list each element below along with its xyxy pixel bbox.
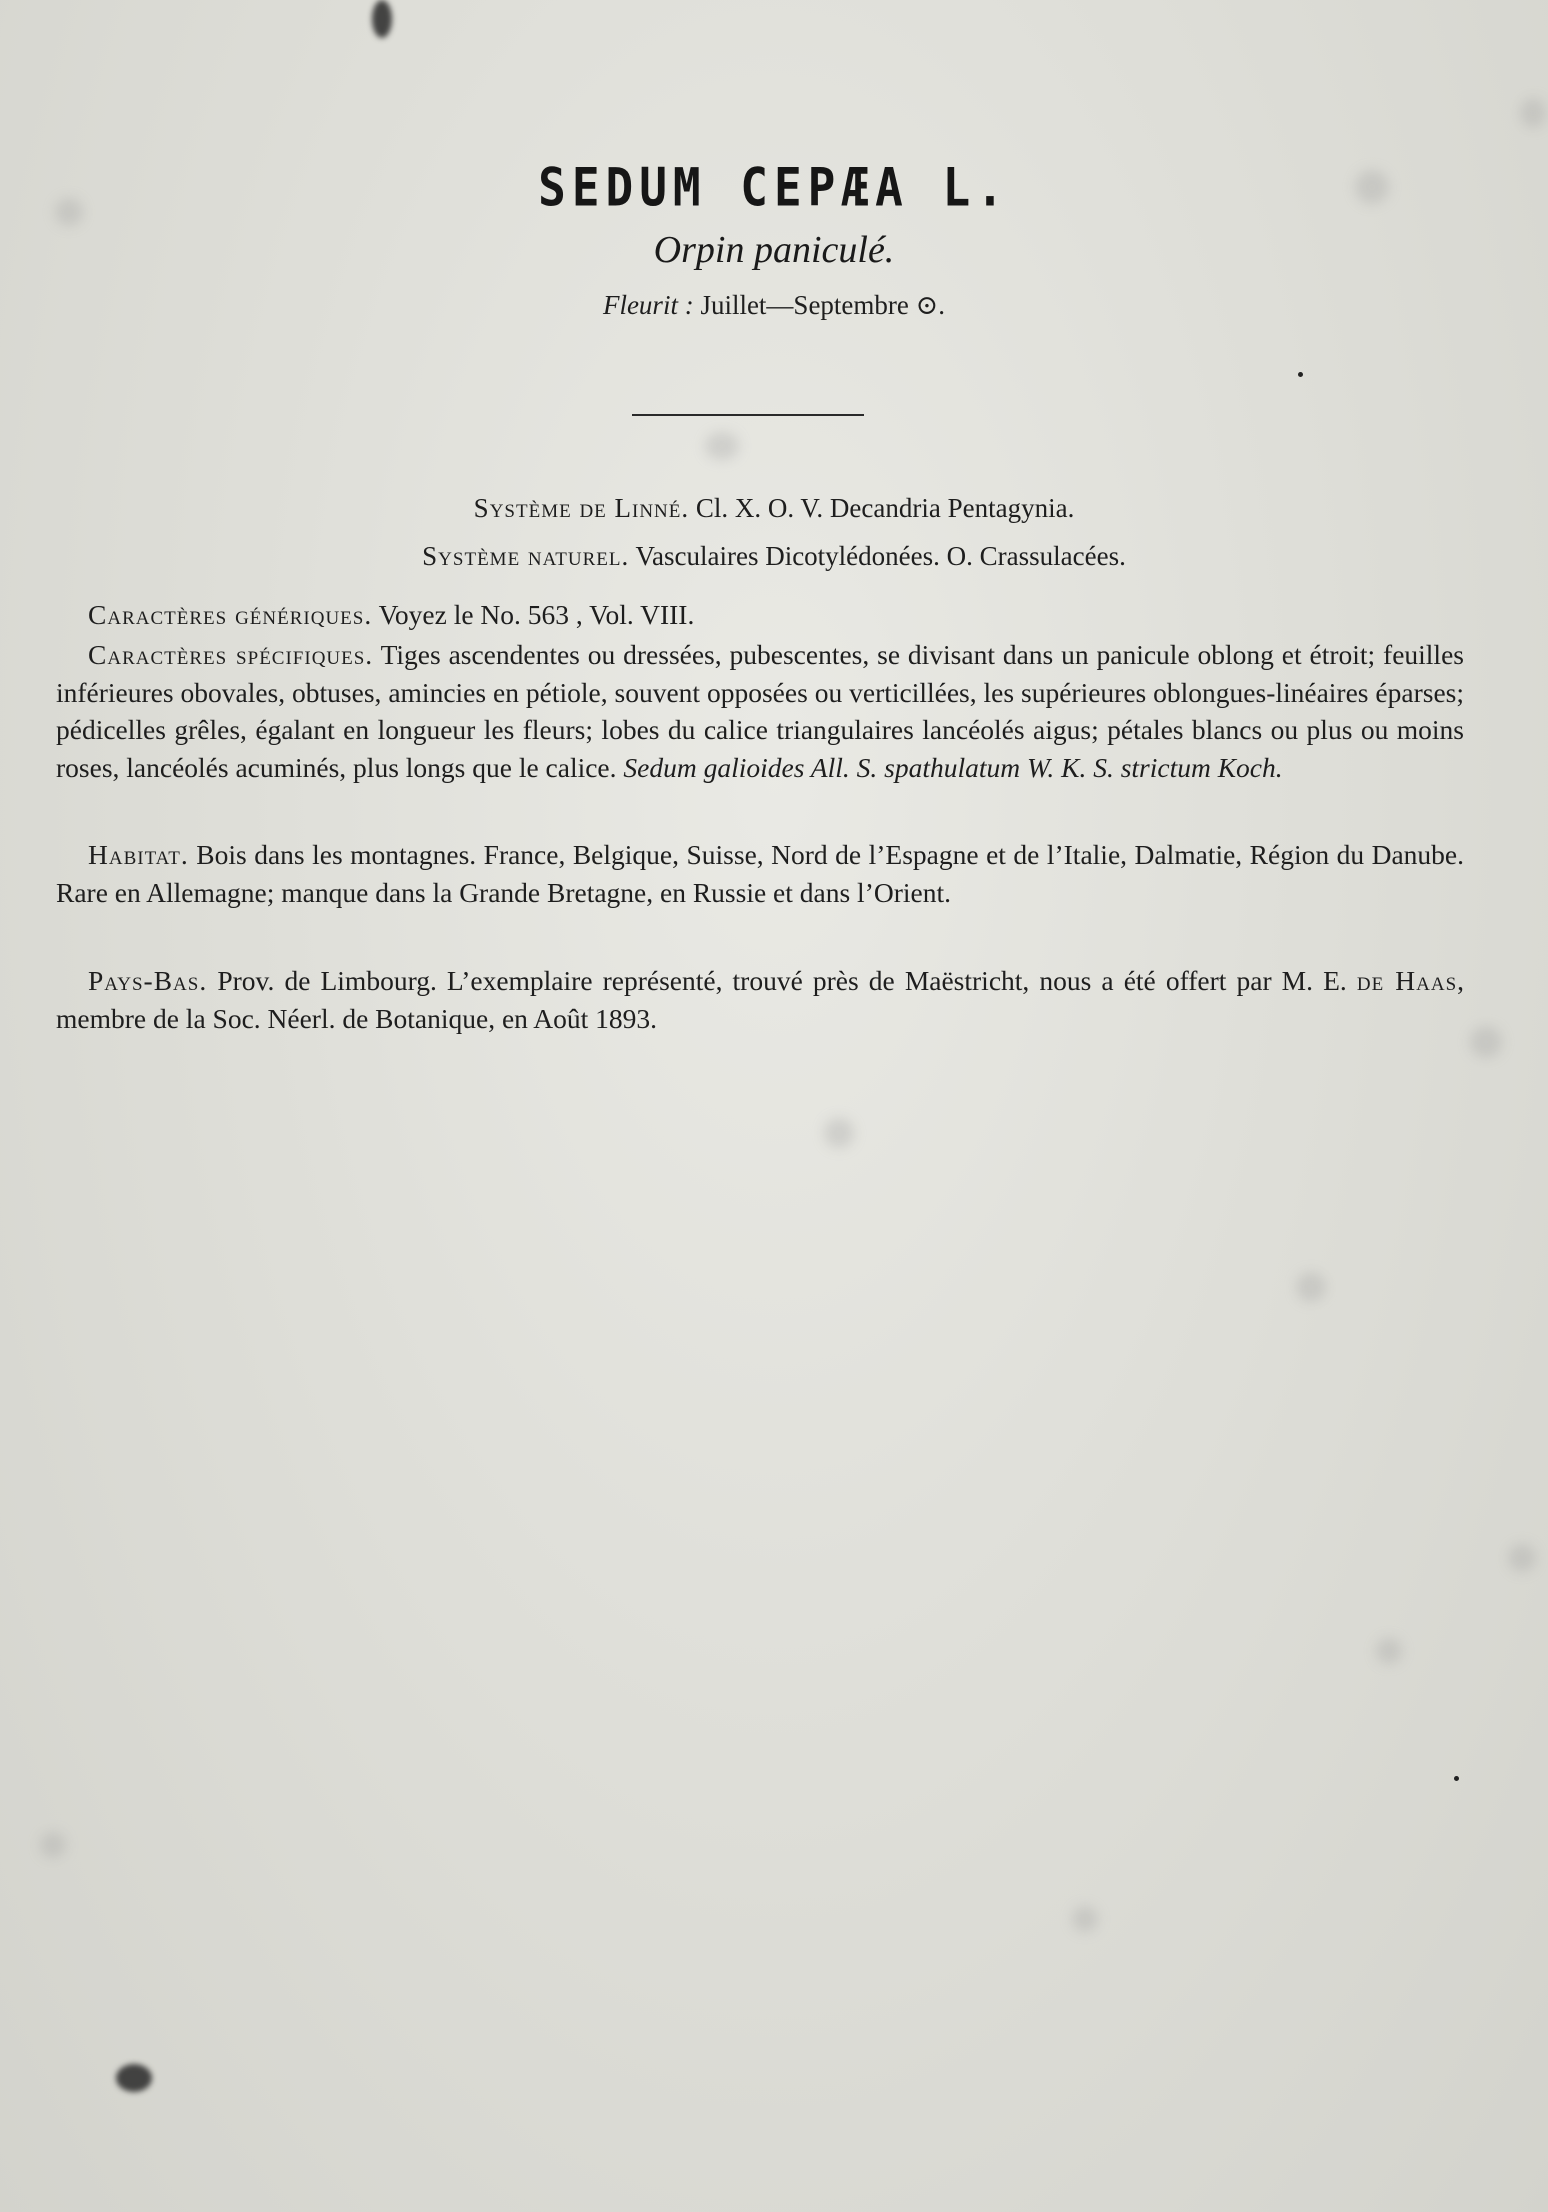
paysbas-text-2: , membre de la Soc. Néerl. de Botanique, en Août 1893. xyxy=(56,965,1465,1034)
specifiques-synonyms: Sedum galioides All. S. spathulatum W. K. S. strictum Koch. xyxy=(623,751,1283,783)
divider-rule xyxy=(632,414,864,416)
habitat-label: Habitat. xyxy=(88,839,189,870)
naturel-label: Système naturel. xyxy=(422,541,630,571)
paper-spot xyxy=(40,1832,66,1858)
ink-smudge-top xyxy=(372,0,392,38)
linne-text: Cl. X. O. V. Decandria Pentagynia. xyxy=(695,493,1075,523)
specifiques-label: Caractères spécifiques. xyxy=(88,639,374,670)
habitat-text: Bois dans les montagnes. France, Belgique, Suisse, Nord de l’Espagne et de l’Italie, Dalmatie, Région du Danube. Rare en Allemagne; manque dans la Grande Bretagne, en Russie et dans l’Orient. xyxy=(56,839,1464,908)
generiques-text: Voyez le No. 563 , Vol. VIII. xyxy=(378,599,695,630)
paper-speck xyxy=(1454,1776,1459,1781)
flowering-label: Fleurit : xyxy=(602,290,694,320)
specific-characters xyxy=(56,636,1464,786)
paper-spot xyxy=(824,1118,854,1148)
paper-spot xyxy=(1376,1638,1402,1664)
paper-spot xyxy=(1470,1026,1502,1058)
natural-system-line xyxy=(0,541,1548,572)
flowering-value: Juillet—Septembre ⊙. xyxy=(700,290,946,320)
linne-system-line xyxy=(0,493,1548,524)
paysbas-label: Pays-Bas. xyxy=(88,965,208,996)
paper-spot xyxy=(1508,1544,1536,1572)
common-name: Orpin paniculé. xyxy=(653,229,895,271)
page-title: SEDUM CEPÆA L. xyxy=(538,155,1010,219)
paper-speck xyxy=(1298,372,1303,377)
ink-smudge-bottom xyxy=(116,2064,152,2092)
paper-spot xyxy=(705,432,739,460)
specifiques-text: Tiges ascendentes ou dressées, pubescentes, se divisant dans un panicule oblong et étroit; feuilles inférieures obovales, obtuses, amincies en pétiole, souvent opposées ou verticillées, les supérieures oblongues-linéaires éparses; pédicelles grêles, égalant en longueur les fleurs; lobes du calice triangulaires lancéolés aigus; pétales blancs ou plus ou moins roses, lancéolés acuminés, plus longs que le calice. xyxy=(56,639,1464,783)
generic-characters xyxy=(56,596,1464,634)
linne-label: Système de Linné. xyxy=(473,493,690,523)
flowering-period xyxy=(0,290,1548,321)
paper-spot xyxy=(1072,1906,1098,1932)
paper-spot xyxy=(1520,98,1546,128)
paper-spot xyxy=(1296,1272,1326,1302)
naturel-text: Vasculaires Dicotylédonées. O. Crassulacées. xyxy=(635,541,1126,571)
habitat-paragraph xyxy=(56,836,1464,911)
paysbas-paragraph xyxy=(56,962,1464,1037)
generiques-label: Caractères génériques. xyxy=(88,599,373,630)
paysbas-text-1: Prov. de Limbourg. L’exemplaire représenté, trouvé près de Maëstricht, nous a été offert par M. E. xyxy=(217,965,1347,996)
donor-name: de Haas xyxy=(1356,965,1458,996)
